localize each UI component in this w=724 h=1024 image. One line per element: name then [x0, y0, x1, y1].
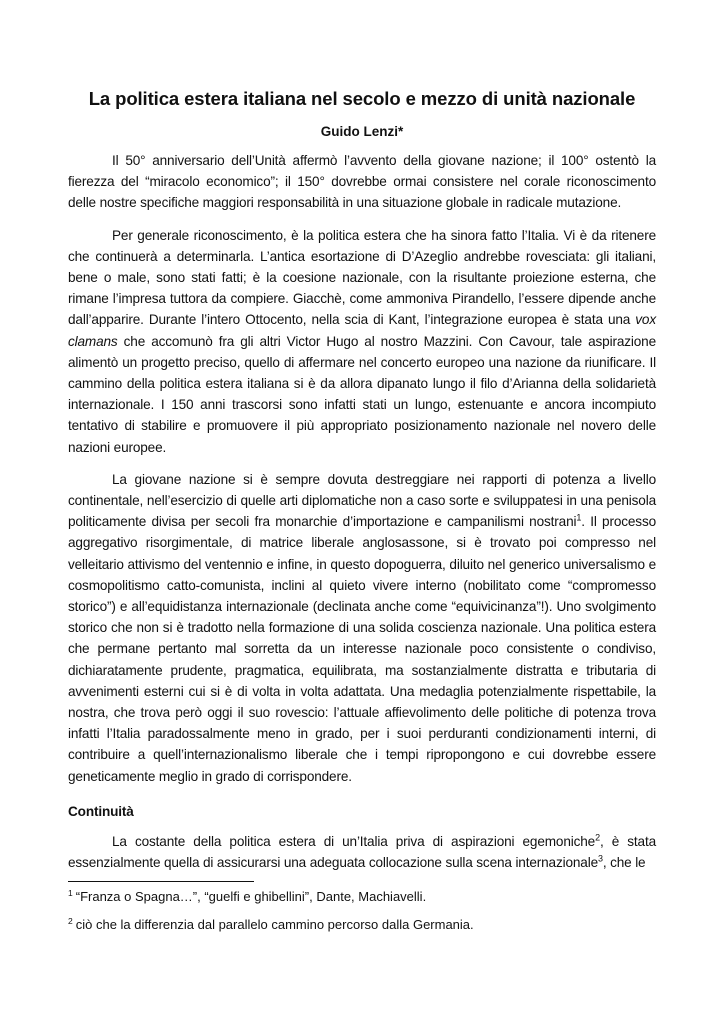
author-name: Guido Lenzi*: [320, 124, 404, 139]
paragraph-giovane-nazione: [68, 469, 656, 787]
paragraph-text: La giovane nazione si è sempre dovuta destreggiare nei rapporti di potenza a livello continentale, nell’esercizio di quelle arti diplomatiche non a caso sorte e sviluppatesi in una penisola politicamente divisa per secoli fra monarchie d’importazione e campanilismi nostrani: [68, 471, 656, 530]
paragraph-text: Il 50° anniversario dell’Unità affermò l’avvento della giovane nazione; il 100° ostentò la fierezza del “miracolo economico”; il 150° dovrebbe ormai consistere nel corale riconoscimento delle nostre specifiche maggiori responsabilità in una situazione globale in radicale mutazione.: [68, 153, 656, 211]
section-heading: Continuità: [68, 803, 134, 819]
paragraph-text: , che le: [602, 855, 646, 871]
paragraph-text: Per generale riconoscimento, è la politica estera che ha sinora fatto l’Italia. Vi è da ritenere che continuerà a determinarla. L’antica esortazione di D’Azeglio andrebbe rovesciata: gli italiani, bene o male, sono stati fatti; è la coesione nazionale, con la risultante proiezione esterna, che rimane l’impresa tuttora da compiere. Giacchè, come ammoniva Pirandello, l’essere dipende anche dall’apparire. Durante l’intero Ottocento, nella scia di Kant, l’integrazione europea è stata una: [68, 227, 656, 328]
footnote-ref[interactable]: 2: [595, 832, 600, 843]
footnote-number: 2: [68, 915, 73, 926]
footnote-item: [68, 888, 656, 906]
footnote-item: [68, 916, 656, 934]
document-title: La politica estera italiana nel secolo e mezzo di unità nazionale: [88, 88, 636, 109]
footnote-text: ciò che la differenzia dal parallelo cammino percorso dalla Germania.: [75, 917, 474, 932]
footnote-ref[interactable]: 3: [597, 853, 603, 864]
paragraph-politica-estera: [68, 225, 656, 458]
paragraph-text: che accomunò fra gli altri Victor Hugo al nostro Mazzini. Con Cavour, tale aspirazione alimentò un progetto preciso, quello di affermare nel concerto europeo una nazione da riunificare. Il cammino della politica estera italiana si è da allora dipanato lungo il filo d’Arianna della solidarietà internazionale. I 150 anni trascorsi sono infatti stati un lungo, estenuante e ancora incompiuto tentativo di stabilire e promuovere il più appropriato posizionamento nazionale nel novero delle nazioni europee.: [68, 333, 656, 455]
paragraph-intro: [68, 150, 656, 214]
footnote-ref[interactable]: 1: [576, 512, 582, 523]
paragraph-text: , è stata essenzialmente quella di assicurarsi una adeguata collocazione sulla scena internazionale: [68, 834, 656, 871]
footnote-text: “Franza o Spagna…”, “guelfi e ghibellini”, Dante, Machiavelli.: [75, 889, 427, 904]
document-body: [68, 150, 656, 882]
paragraph-continuita: [68, 831, 656, 873]
paragraph-text: . Il processo aggregativo risorgimentale, di matrice liberale anglosassone, si è trovato poi compresso nel velleitario attivismo del ventennio e infine, in questo dopoguerra, diluito nel generico universalismo e cosmopolitismo catto-comunista, inclini al quieto vivere interno (nobilitato come “compromesso storico”) e all’equidistanza internazionale (declinata anche come “equivicinanza”!). Uno svolgimento storico che non si è tradotto nella formazione di una solida coscienza nazionale. Una politica estera che permane pertanto mal sorretta da un interesse nazionale poco consistente o condiviso, dichiaratamente prudente, pragmatica, equilibrata, ma sostanzialmente distratta e tributaria di avvenimenti esterni cui si è di volta in volta adattata. Una medaglia potenzialmente rispettabile, la nostra, che trova però oggi il suo rovescio: l’attuale affievolimento delle politiche di potenza trova infatti l’Italia paradossalmente meno in grado, per i suoi perduranti condizionamenti interni, di contribuire a quell’internazionalismo liberale che i tempi ripropongono e cui dovrebbe essere geneticamente meglio in grado di corrispondere.: [68, 514, 656, 784]
footnote-separator: [68, 881, 254, 882]
paragraph-text: La costante della politica estera di un’Italia priva di aspirazioni egemoniche: [112, 834, 596, 850]
footnote-number: 1: [68, 887, 73, 898]
footnotes: [68, 888, 656, 944]
italic-phrase: vox clamans: [68, 312, 656, 349]
